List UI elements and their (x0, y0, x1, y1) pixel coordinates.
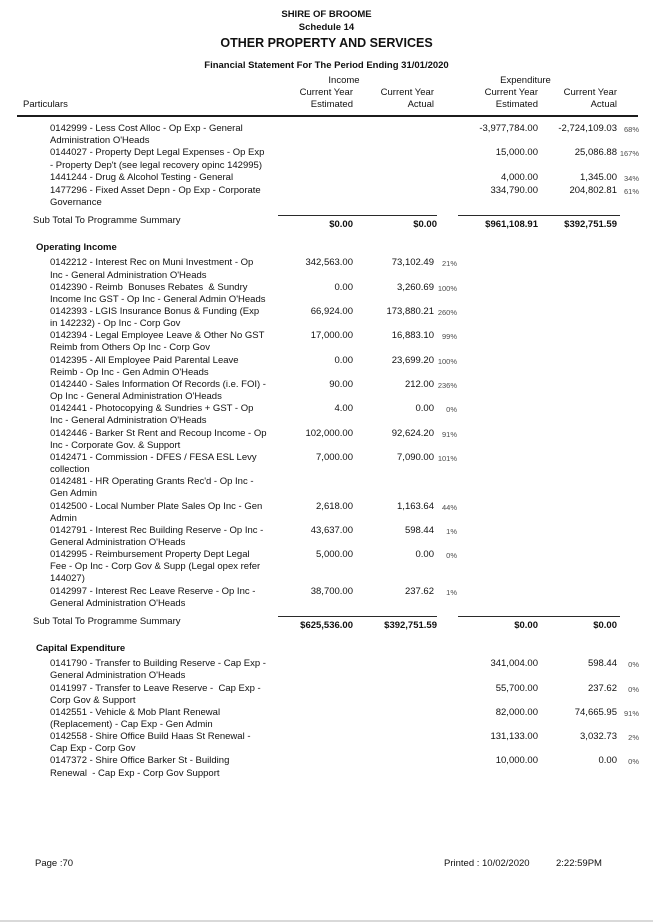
row-description: 1477296 - Fixed Asset Depn - Op Exp - Corporate Governance (50, 184, 264, 208)
spacer (617, 75, 640, 87)
table-row (0, 355, 653, 379)
subtotal-income-group (278, 215, 437, 231)
table-row (0, 452, 653, 476)
cell-expenditure-actual: 237.62 (587, 682, 617, 694)
current-year-label: Current Year (563, 87, 617, 99)
income-actual-header (353, 87, 434, 111)
cell-income-percent (434, 185, 458, 186)
cell-expenditure-estimated: 4,000.00 (501, 171, 538, 183)
current-year-label: Current Year (299, 87, 353, 99)
cell-expenditure-actual: 204,802.81 (569, 184, 617, 196)
row-description: 0142558 - Shire Office Build Haas St Renewal - Cap Exp - Corp Gov (50, 731, 254, 755)
subtotal-expenditure-estimated: $961,108.91 (485, 219, 538, 231)
cell-expenditure-percent (617, 452, 640, 453)
subtotal-expenditure-estimated: $0.00 (514, 619, 538, 631)
table-row (0, 147, 653, 171)
cell-expenditure-actual: 25,086.88 (574, 147, 617, 159)
cell-expenditure-percent (617, 428, 640, 429)
cell-income-percent: 0% (446, 551, 457, 561)
cell-expenditure-percent: 68% (623, 125, 639, 135)
current-year-label: Current Year (484, 87, 538, 99)
table-row (0, 123, 653, 147)
cell-expenditure-estimated: 10,000.00 (495, 755, 538, 767)
cell-income-actual: 7,090.00 (397, 451, 434, 463)
row-description: 0142995 - Reimbursement Property Dept Legal Fee - Op Inc - Corp Gov & Supp (Legal opex refer 144027) (50, 549, 263, 585)
table-row (0, 586, 653, 610)
table-row (0, 172, 653, 185)
cell-expenditure-estimated: 15,000.00 (495, 147, 538, 159)
cell-expenditure-actual: 0.00 (598, 755, 617, 767)
cell-expenditure-percent (617, 586, 640, 587)
spacer (50, 75, 278, 87)
subtotal-income-actual: $392,751.59 (384, 619, 437, 631)
row-description: 0142212 - Interest Rec on Muni Investment - Op Inc - General Administration O'Heads (50, 257, 256, 281)
cell-income-percent (434, 731, 458, 732)
table-row (0, 501, 653, 525)
subtotal-income-actual: $0.00 (413, 219, 437, 231)
estimated-label: Estimated (495, 99, 538, 111)
table-row (0, 257, 653, 281)
cell-income-percent: 236% (437, 380, 457, 390)
table-body (0, 117, 653, 780)
cell-expenditure-percent (617, 501, 640, 502)
section-heading: Operating Income (36, 242, 117, 254)
cell-income-percent (434, 476, 458, 477)
cell-expenditure-percent (617, 549, 640, 550)
cell-income-actual: 92,624.20 (391, 427, 434, 439)
cell-income-actual: 23,699.20 (391, 354, 434, 366)
table-row (0, 755, 653, 779)
table-row (0, 428, 653, 452)
row-description: 0142500 - Local Number Plate Sales Op Inc - Gen Admin (50, 500, 265, 524)
cell-income-actual: 0.00 (415, 403, 434, 415)
cell-income-estimated: 66,924.00 (310, 306, 353, 317)
cell-income-actual: 598.44 (404, 524, 434, 536)
cell-income-actual: 0.00 (415, 549, 434, 561)
particulars-header: Particulars (23, 99, 68, 111)
cell-income-estimated: 43,637.00 (310, 524, 353, 536)
cell-expenditure-actual: 3,032.73 (580, 731, 617, 743)
cell-income-percent: 21% (441, 259, 457, 269)
table-row (0, 707, 653, 731)
cell-income-estimated: 342,563.00 (305, 257, 353, 269)
cell-expenditure-percent (617, 403, 640, 404)
row-description: 0141997 - Transfer to Leave Reserve - Cap Exp - Corp Gov & Support (50, 682, 264, 706)
cell-expenditure-percent (617, 476, 640, 477)
subtotal-expenditure-actual: $0.00 (593, 619, 617, 631)
cell-income-percent: 44% (441, 502, 457, 512)
cell-expenditure-percent (617, 257, 640, 258)
printed-date: Printed : 10/02/2020 (444, 858, 530, 869)
cell-expenditure-percent (617, 306, 640, 307)
table-row (0, 549, 653, 585)
cell-income-estimated: 17,000.00 (310, 330, 353, 342)
cell-income-percent (434, 147, 458, 148)
cell-expenditure-estimated: 341,004.00 (490, 658, 538, 670)
table-row (0, 379, 653, 403)
cell-expenditure-actual: 74,665.95 (574, 706, 617, 718)
table-row (0, 185, 653, 209)
row-description: 0142446 - Barker St Rent and Recoup Income - Op Inc - Corporate Gov. & Support (50, 427, 270, 451)
row-description: 0141790 - Transfer to Building Reserve - Cap Exp - General Administration O'Heads (50, 658, 269, 682)
column-group-row (0, 75, 653, 87)
cell-expenditure-estimated: 131,133.00 (490, 731, 538, 743)
cell-income-actual: 1,163.64 (397, 500, 434, 512)
income-estimated-header (278, 87, 353, 111)
cell-expenditure-percent (617, 525, 640, 526)
cell-income-percent: 1% (446, 587, 457, 597)
row-description: 0142440 - Sales Information Of Records (i.e. FOI) - Op Inc - General Administration O'Heads (50, 378, 269, 403)
cell-income-percent: 99% (441, 332, 457, 342)
program-title: OTHER PROPERTY AND SERVICES (220, 36, 433, 50)
row-description: 0142791 - Interest Rec Building Reserve - Op Inc - General Administration O'Heads (50, 524, 266, 548)
row-description: 0142394 - Legal Employee Leave & Other No GST Reimb from Others Op Inc - Corp Gov (50, 330, 267, 354)
row-description: 0147372 - Shire Office Barker St - Building Renewal - Cap Exp - Corp Gov Support (50, 755, 233, 779)
cell-expenditure-percent: 2% (628, 733, 639, 743)
expenditure-estimated-header (458, 87, 538, 111)
cell-income-percent (434, 123, 458, 124)
subtotal-income-estimated: $625,536.00 (300, 619, 353, 631)
cell-income-actual: 173,880.21 (386, 306, 434, 317)
cell-income-estimated: 90.00 (329, 378, 353, 390)
cell-expenditure-estimated: -3,977,784.00 (479, 123, 538, 135)
cell-income-estimated: 5,000.00 (316, 549, 353, 561)
table-row (0, 658, 653, 682)
row-description: 0142999 - Less Cost Alloc - Op Exp - General Administration O'Heads (50, 123, 245, 147)
cell-expenditure-percent (617, 282, 640, 283)
cell-expenditure-percent: 0% (628, 660, 639, 670)
cell-expenditure-percent: 0% (628, 757, 639, 767)
row-description: 0142441 - Photocopying & Sundries + GST - Op Inc - General Administration O'Heads (50, 403, 257, 427)
income-group-label: Income (328, 75, 360, 87)
subtotal-label: Sub Total To Programme Summary (33, 215, 181, 227)
printed-time: 2:22:59PM (556, 858, 602, 869)
cell-expenditure-percent: 61% (623, 186, 639, 196)
row-description: 1441244 - Drug & Alcohol Testing - General (50, 171, 234, 183)
cell-expenditure-estimated: 334,790.00 (490, 184, 538, 196)
table-row (0, 330, 653, 354)
subtotal-label: Sub Total To Programme Summary (33, 615, 181, 627)
row-description: 0142395 - All Employee Paid Parental Leave Reimb - Op Inc - Gen Admin O'Heads (50, 354, 242, 378)
cell-income-estimated: 0.00 (334, 354, 353, 366)
subtotal-expenditure-group (458, 616, 620, 632)
row-description: 0142551 - Vehicle & Mob Plant Renewal (Replacement) - Cap Exp - Gen Admin (50, 706, 223, 730)
cell-income-estimated: 2,618.00 (316, 500, 353, 512)
cell-expenditure-percent (617, 330, 640, 331)
cell-income-estimated: 7,000.00 (316, 451, 353, 463)
subtotal-expenditure-actual: $392,751.59 (564, 219, 617, 231)
cell-income-percent: 1% (446, 526, 457, 536)
table-row (0, 403, 653, 427)
cell-income-actual: 212.00 (404, 378, 434, 390)
cell-income-estimated: 102,000.00 (305, 427, 353, 439)
actual-label: Actual (407, 99, 434, 111)
table-row (0, 525, 653, 549)
row-description: 0142393 - LGIS Insurance Bonus & Funding (Exp in 142232) - Op Inc - Corp Gov (50, 306, 262, 330)
cell-expenditure-actual: -2,724,109.03 (558, 123, 617, 135)
cell-income-actual: 16,883.10 (391, 330, 434, 342)
cell-expenditure-percent (617, 379, 640, 380)
cell-income-actual: 3,260.69 (397, 281, 434, 293)
cell-expenditure-percent: 167% (619, 149, 639, 159)
statement-subtitle: Financial Statement For The Period Ending 31/01/2020 (204, 60, 449, 71)
row-description: 0142997 - Interest Rec Leave Reserve - Op Inc - General Administration O'Heads (50, 585, 259, 609)
cell-expenditure-actual: 1,345.00 (580, 171, 617, 183)
row-description: 0142390 - Reimb Bonuses Rebates & Sundry Income Inc GST - Op Inc - General Admin O'Heads (50, 281, 266, 305)
cell-expenditure-percent (617, 355, 640, 356)
cell-expenditure-percent: 34% (623, 173, 639, 183)
cell-income-percent (434, 683, 458, 684)
row-description: 0142471 - Commission - DFES / FESA ESL Levy collection (50, 451, 260, 476)
cell-expenditure-percent: 0% (628, 684, 639, 694)
cell-expenditure-estimated: 55,700.00 (495, 682, 538, 694)
subtotal-income-estimated: $0.00 (329, 219, 353, 231)
table-row (0, 476, 653, 500)
cell-expenditure-actual: 598.44 (587, 658, 617, 670)
cell-income-percent: 91% (441, 429, 457, 439)
estimated-label: Estimated (310, 99, 353, 111)
expenditure-group-label: Expenditure (500, 75, 551, 87)
cell-income-percent (434, 658, 458, 659)
actual-label: Actual (590, 99, 617, 111)
cell-income-percent (434, 707, 458, 708)
schedule-title: Schedule 14 (298, 22, 355, 33)
cell-income-percent: 100% (437, 356, 457, 366)
subtotal-row (0, 616, 653, 632)
cell-income-actual: 237.62 (404, 585, 434, 597)
cell-income-percent: 0% (446, 405, 457, 415)
subtotal-row (0, 215, 653, 231)
page-number: Page :70 (35, 858, 74, 869)
column-header-row (0, 87, 653, 111)
cell-income-estimated: 0.00 (334, 281, 353, 293)
cell-expenditure-estimated: 82,000.00 (495, 706, 538, 718)
cell-income-percent: 101% (437, 453, 457, 463)
expenditure-actual-header (538, 87, 617, 111)
cell-income-percent (434, 172, 458, 173)
cell-income-actual: 73,102.49 (391, 257, 434, 269)
document-header (0, 0, 653, 72)
subtotal-income-group (278, 616, 437, 632)
table-row (0, 683, 653, 707)
org-title: SHIRE OF BROOME (281, 9, 372, 20)
row-description: 0144027 - Property Dept Legal Expenses - Op Exp - Property Dep't (see legal recovery opinc 142995) (50, 147, 268, 171)
cell-income-percent: 260% (437, 308, 457, 317)
table-row (0, 282, 653, 306)
current-year-label: Current Year (380, 87, 434, 99)
cell-income-percent (434, 755, 458, 756)
cell-expenditure-percent: 91% (623, 708, 639, 718)
cell-income-estimated: 4.00 (334, 403, 353, 415)
cell-income-estimated: 38,700.00 (310, 585, 353, 597)
subtotal-expenditure-group (458, 215, 620, 231)
table-row (0, 306, 653, 330)
table-row (0, 731, 653, 755)
table-column-headers (0, 75, 653, 111)
cell-income-percent: 100% (437, 283, 457, 293)
section-heading: Capital Expenditure (36, 643, 126, 655)
row-description: 0142481 - HR Operating Grants Rec'd - Op Inc - Gen Admin (50, 476, 257, 500)
